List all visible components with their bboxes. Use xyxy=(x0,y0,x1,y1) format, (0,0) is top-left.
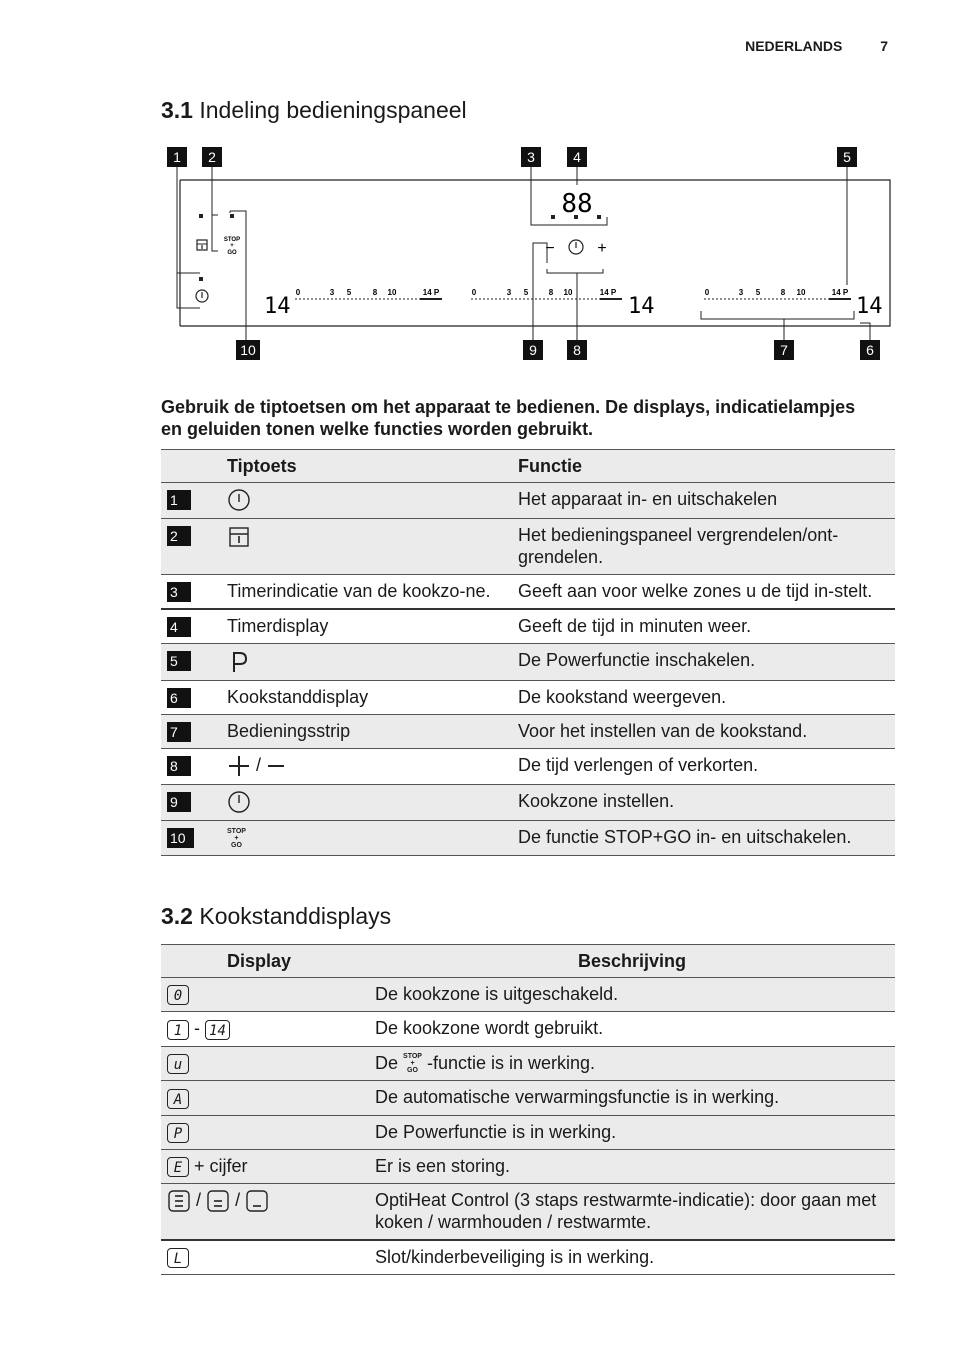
minus-icon[interactable]: − xyxy=(545,240,555,257)
table-row xyxy=(161,519,895,575)
callout-7 xyxy=(774,340,794,360)
minus-icon xyxy=(266,754,286,778)
row-number: 10 xyxy=(167,828,194,848)
scale-mid-10: 10 xyxy=(563,288,573,297)
stopgo-go: GO xyxy=(227,250,237,256)
plus-icon xyxy=(227,754,251,778)
tiptoets-cell: Timerdisplay xyxy=(221,609,512,644)
callout-4-label: 4 xyxy=(573,149,581,165)
plus-icon[interactable]: + xyxy=(597,240,607,257)
display-symbol: 1 xyxy=(167,1020,189,1040)
section-number: 3.1 xyxy=(161,97,193,123)
stopgo-plus: + xyxy=(230,243,234,249)
display-symbol: u xyxy=(167,1054,189,1074)
cooking-level-display-right: 14 xyxy=(856,294,883,319)
table-row xyxy=(161,644,895,680)
th-empty xyxy=(161,450,221,483)
section-number: 3.2 xyxy=(161,903,193,929)
display-symbol: E xyxy=(167,1157,189,1177)
table-row xyxy=(161,1046,895,1081)
stopgo-icon: STOP + GO xyxy=(227,827,246,849)
cooking-level-display-left: 14 xyxy=(264,294,291,319)
row-number: 6 xyxy=(167,688,191,708)
callout-10-label: 10 xyxy=(240,342,256,358)
tiptoets-cell: Timerindicatie van de kookzo-ne. xyxy=(221,575,512,610)
scale-right-8: 8 xyxy=(780,288,786,297)
functie-cell: Kookzone instellen. xyxy=(512,784,895,820)
power-icon xyxy=(227,488,251,512)
table-row xyxy=(161,1081,895,1115)
display-symbol: 14 xyxy=(205,1020,230,1040)
scale-right-14p: 14 P xyxy=(831,288,849,297)
scale-left-10: 10 xyxy=(387,288,397,297)
lock-icon[interactable] xyxy=(197,240,207,250)
callout-5-label: 5 xyxy=(843,149,851,165)
scale-left-14p: 14 P xyxy=(422,288,440,297)
range-separator: - xyxy=(194,1018,201,1039)
cooking-level-display-middle: 14 xyxy=(628,294,655,319)
functie-cell: De Powerfunctie inschakelen. xyxy=(512,644,895,680)
displays-table xyxy=(161,944,895,1275)
stopgo-stop: STOP xyxy=(223,237,241,243)
row-number: 3 xyxy=(167,582,191,602)
callout-1-label: 1 xyxy=(173,149,181,165)
th-functie: Functie xyxy=(512,450,895,483)
display-symbol: L xyxy=(167,1248,189,1268)
table-row xyxy=(161,680,895,714)
th-tiptoets: Tiptoets xyxy=(221,450,512,483)
scale-mid-14p: 14 P xyxy=(599,288,617,297)
callout-3 xyxy=(521,147,541,167)
th-display: Display xyxy=(161,945,369,978)
beschrijving-cell: Slot/kinderbeveiliging is in werking. xyxy=(369,1240,895,1275)
buttons-table xyxy=(161,449,895,856)
row-number: 7 xyxy=(167,722,191,742)
table-row xyxy=(161,821,895,856)
table-row: / / OptiHeat Control (3 staps restwarmte-indicatie): door gaan met koken / warmhouden / restwarmte. xyxy=(161,1184,895,1241)
residual-heat-3-icon xyxy=(167,1189,191,1213)
table-row xyxy=(161,1012,895,1046)
beschrijving-cell: OptiHeat Control (3 staps restwarmte-indicatie): door gaan met koken / warmhouden / restwarmte. xyxy=(369,1184,895,1241)
row-number: 1 xyxy=(167,490,191,510)
callout-9 xyxy=(523,340,543,360)
beschrijving-cell: De kookzone wordt gebruikt. xyxy=(369,1012,895,1046)
separator: / xyxy=(256,754,262,775)
functie-cell: De kookstand weergeven. xyxy=(512,680,895,714)
callout-5 xyxy=(837,147,857,167)
table-row xyxy=(161,1240,895,1275)
callout-8 xyxy=(567,340,587,360)
intro-text: Gebruik de tiptoetsen om het apparaat te bedienen. De displays, indicatielampjes en geluiden tonen welke functies worden gebruikt. xyxy=(161,397,856,439)
callout-6 xyxy=(860,340,880,360)
timer-icon xyxy=(227,790,251,814)
scale-right-3: 3 xyxy=(738,288,744,297)
functie-cell: Geeft aan voor welke zones u de tijd in-stelt. xyxy=(512,575,895,610)
stopgo-icon: STOP + GO xyxy=(403,1053,422,1075)
scale-left-8: 8 xyxy=(372,288,378,297)
page-header xyxy=(745,38,888,54)
table-row xyxy=(161,609,895,644)
power-icon[interactable] xyxy=(196,290,208,302)
scale-mid-3: 3 xyxy=(506,288,512,297)
callout-2-label: 2 xyxy=(208,149,216,165)
timer-display: 88 xyxy=(561,189,593,219)
language-label: NEDERLANDS xyxy=(745,38,843,54)
lock-icon xyxy=(227,525,251,549)
callout-7-label: 7 xyxy=(780,342,788,358)
callout-9-label: 9 xyxy=(529,342,537,358)
functie-cell: Voor het instellen van de kookstand. xyxy=(512,714,895,748)
callout-2 xyxy=(202,147,222,167)
table-row xyxy=(161,748,895,784)
callout-8-label: 8 xyxy=(573,342,581,358)
control-strip-middle[interactable] xyxy=(471,288,622,299)
scale-mid-8: 8 xyxy=(548,288,554,297)
scale-left-3: 3 xyxy=(329,288,335,297)
table-row xyxy=(161,1115,895,1149)
section-title: Indeling bedieningspaneel xyxy=(199,97,467,123)
beschrijving-post: -functie is in werking. xyxy=(426,1052,596,1073)
residual-heat-1-icon xyxy=(245,1189,269,1213)
scale-left-0: 0 xyxy=(295,288,301,297)
display-symbol: A xyxy=(167,1089,189,1109)
functie-cell: De functie STOP+GO in- en uitschakelen. xyxy=(512,821,895,856)
scale-mid-5: 5 xyxy=(523,288,529,297)
display-suffix: + cijfer xyxy=(194,1155,248,1176)
functie-cell: Het apparaat in- en uitschakelen xyxy=(512,483,895,519)
beschrijving-cell: De automatische verwarmingsfunctie is in werking. xyxy=(369,1081,895,1115)
callout-6-label: 6 xyxy=(866,342,874,358)
scale-mid-0: 0 xyxy=(471,288,477,297)
row-number: 5 xyxy=(167,651,191,671)
display-symbol: 0 xyxy=(167,985,189,1005)
section-heading-3-1 xyxy=(161,97,467,124)
stopgo-icon[interactable] xyxy=(224,237,240,256)
functie-cell: Geeft de tijd in minuten weer. xyxy=(512,609,895,644)
row-number: 9 xyxy=(167,792,191,812)
section-title: Kookstanddisplays xyxy=(199,903,392,929)
tiptoets-cell: Kookstanddisplay xyxy=(221,680,512,714)
tiptoets-cell: Bedieningsstrip xyxy=(221,714,512,748)
control-panel-diagram xyxy=(160,143,900,368)
table-row xyxy=(161,978,895,1012)
table-row xyxy=(161,1149,895,1183)
scale-left-5: 5 xyxy=(346,288,352,297)
control-strip-left[interactable] xyxy=(295,288,442,299)
residual-heat-2-icon xyxy=(206,1189,230,1213)
beschrijving-cell: Er is een storing. xyxy=(369,1149,895,1183)
beschrijving-pre: De xyxy=(375,1052,399,1073)
beschrijving-cell: De kookzone is uitgeschakeld. xyxy=(369,978,895,1012)
row-number: 4 xyxy=(167,617,191,637)
p-icon xyxy=(227,650,251,674)
functie-cell: Het bedieningspaneel vergrendelen/ont-grendelen. xyxy=(512,519,895,575)
beschrijving-cell: De Powerfunctie is in werking. xyxy=(369,1115,895,1149)
callout-4 xyxy=(567,147,587,167)
callout-1 xyxy=(167,147,187,167)
table-row xyxy=(161,575,895,610)
table-row xyxy=(161,483,895,519)
functie-cell: De tijd verlengen of verkorten. xyxy=(512,748,895,784)
scale-right-10: 10 xyxy=(796,288,806,297)
timer-icon[interactable] xyxy=(569,240,583,254)
callout-3-label: 3 xyxy=(527,149,535,165)
scale-right-0: 0 xyxy=(704,288,710,297)
callout-10 xyxy=(236,340,260,360)
display-symbol: P xyxy=(167,1123,189,1143)
control-strip-right[interactable] xyxy=(704,288,851,299)
row-number: 2 xyxy=(167,526,191,546)
table-row xyxy=(161,784,895,820)
scale-right-5: 5 xyxy=(755,288,761,297)
section-heading-3-2 xyxy=(161,903,391,930)
table-row xyxy=(161,714,895,748)
th-beschrijving: Beschrijving xyxy=(369,945,895,978)
row-number: 8 xyxy=(167,756,191,776)
page-number: 7 xyxy=(880,38,888,54)
